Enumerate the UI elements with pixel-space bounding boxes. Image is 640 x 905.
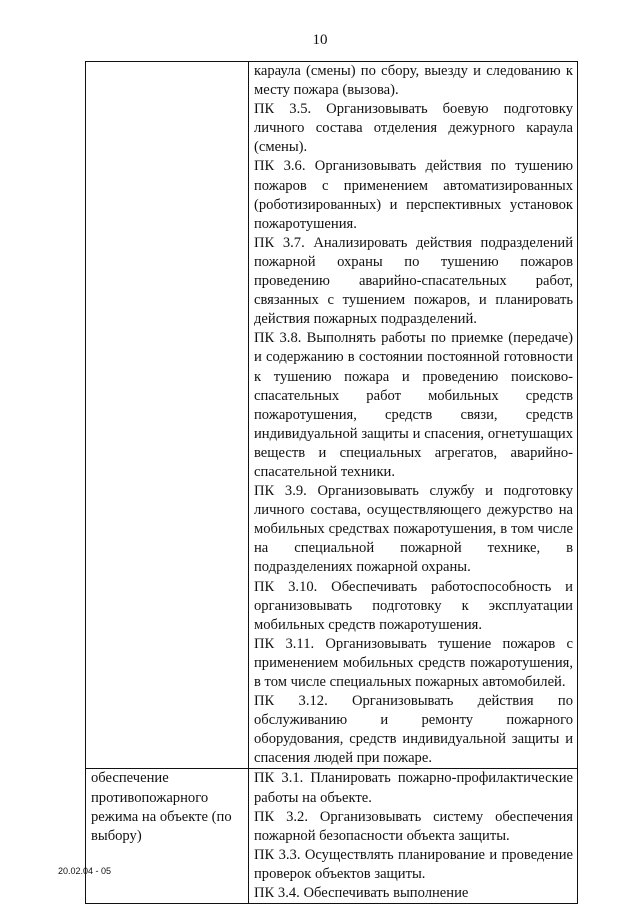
competency-paragraph: ПК 3.9. Организовывать службу и подготовку личного состава, осуществляющего дежурство на мобильных средствах пожаротушения, в том числе на специальной пожарной технике, в подразделениях пожарной охраны. — [254, 483, 573, 576]
competencies-cell — [249, 769, 578, 904]
table-row — [86, 769, 578, 904]
competency-paragraph: ПК 3.1. Планировать пожарно-профилактические работы на объекте. — [254, 770, 573, 806]
activity-cell — [86, 62, 249, 769]
document-code: 20.02.04 - 05 — [58, 866, 112, 876]
competency-paragraph: караула (смены) по сбору, выезду и следованию к месту пожара (вызова). — [254, 63, 573, 99]
competency-paragraph: ПК 3.6. Организовывать действия по тушению пожаров с применением автоматизированных (роботизированных) и перспективных установок пожаротушения. — [254, 158, 573, 232]
competency-paragraph: ПК 3.10. Обеспечивать работоспособность и организовывать подготовку к эксплуатации мобильных средств пожаротушения. — [254, 578, 573, 633]
competency-paragraph: ПК 3.2. Организовывать систему обеспечения пожарной безопасности объекта защиты. — [254, 808, 573, 844]
competency-table — [85, 61, 578, 904]
activity-cell: обеспечение противопожарного режима на объекте (по выбору) — [86, 769, 249, 904]
competency-paragraph: ПК 3.11. Организовывать тушение пожаров с применением мобильных средств пожаротушения, в том числе специальных пожарных автомобилей. — [254, 635, 573, 690]
competency-paragraph: ПК 3.12. Организовывать действия по обслуживанию и ремонту пожарного оборудования, средств индивидуальной защиты и спасения людей при пожаре. — [254, 693, 573, 767]
competency-paragraph: ПК 3.7. Анализировать действия подразделений пожарной охраны по тушению пожаров проведению аварийно-спасательных работ, связанных с тушением пожаров, и планировать действия пожарных подразделений. — [254, 234, 573, 328]
competency-paragraph: ПК 3.4. Обеспечивать выполнение — [254, 885, 469, 902]
competencies-cell — [249, 62, 578, 769]
page-number: 10 — [312, 32, 328, 48]
competency-paragraph: ПК 3.3. Осуществлять планирование и проведение проверок объектов защиты. — [254, 846, 573, 882]
table-row — [86, 62, 578, 769]
competency-paragraph: ПК 3.8. Выполнять работы по приемке (передаче) и содержанию в состоянии постоянной готовности к тушению пожара и проведению поисково-спасательных работ мобильных средств пожаротушения, средств связи, средств индивидуальной защиты и спасения, огнетушащих веществ и специальных агрегатов, аварийно-спасательной техники. — [254, 330, 573, 480]
competency-paragraph: ПК 3.5. Организовывать боевую подготовку личного состава отделения дежурного караула (смены). — [254, 101, 573, 156]
